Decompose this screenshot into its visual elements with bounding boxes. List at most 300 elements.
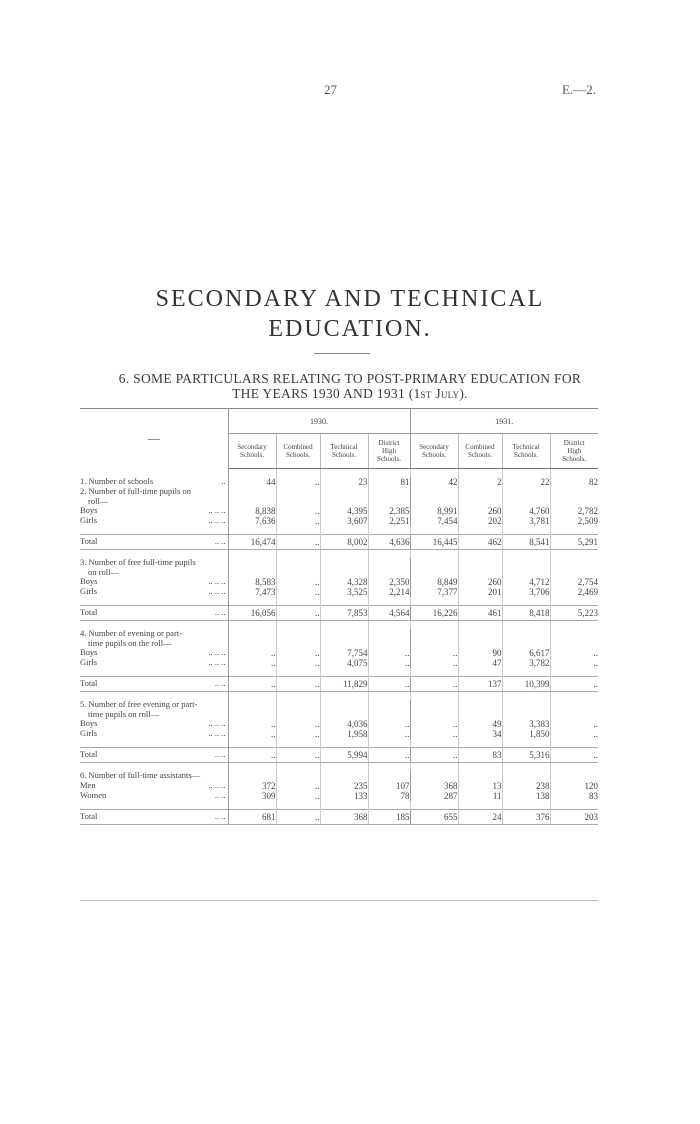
empty-cell: [368, 700, 410, 719]
row-s2-second: [80, 516, 598, 526]
spacer-cell: [410, 801, 458, 810]
row-label-dots: .. .. ..: [208, 515, 226, 526]
empty-cell: [410, 487, 458, 506]
empty-cell: [410, 629, 458, 648]
value-cell: ..: [228, 658, 276, 668]
title-line-1: SECONDARY AND TECHNICAL: [155, 286, 545, 312]
spacer-row: [80, 668, 598, 677]
row-label-text: Total: [80, 678, 98, 689]
value-cell: 185: [368, 809, 410, 824]
row-s3-second: [80, 587, 598, 597]
spacer-cell: [550, 763, 598, 772]
spacer-cell: [80, 801, 228, 810]
empty-cell: [550, 771, 598, 781]
value-cell: 8,838: [228, 506, 276, 516]
spacer-cell: [410, 469, 458, 478]
value-cell: 260: [458, 506, 502, 516]
row-label: [80, 748, 228, 763]
value-cell: 2,385: [368, 506, 410, 516]
value-cell: ..: [276, 781, 320, 791]
row-label-dots: .. .. ..: [208, 505, 226, 516]
value-cell: 2,782: [550, 506, 598, 516]
value-cell: 2: [458, 477, 502, 487]
row-label-text: Girls: [80, 728, 97, 739]
value-cell: 7,377: [410, 587, 458, 597]
value-cell: 3,706: [502, 587, 550, 597]
spacer-cell: [410, 526, 458, 535]
row-s2-first: [80, 506, 598, 516]
value-cell: ..: [228, 648, 276, 658]
empty-cell: [550, 700, 598, 719]
spacer-cell: [458, 621, 502, 630]
value-cell: 260: [458, 577, 502, 587]
spacer-cell: [228, 739, 276, 748]
spacer-cell: [80, 597, 228, 606]
value-cell: 16,056: [228, 606, 276, 621]
empty-cell: [276, 771, 320, 781]
spacer-cell: [458, 668, 502, 677]
value-cell: 44: [228, 477, 276, 487]
value-cell: ..: [550, 729, 598, 739]
section-heading-line: time pupils on roll—: [88, 708, 160, 719]
value-cell: 47: [458, 658, 502, 668]
value-cell: 3,525: [320, 587, 368, 597]
section-heading-line: 3. Number of free full-time pupils: [80, 557, 196, 567]
spacer-cell: [228, 621, 276, 630]
spacer-cell: [320, 763, 368, 772]
empty-cell: [502, 771, 550, 781]
value-cell: 24: [458, 809, 502, 824]
title-divider: [314, 353, 370, 354]
spacer-cell: [458, 550, 502, 559]
row-label-dots: .. .. ..: [208, 718, 226, 729]
value-cell: 2,350: [368, 577, 410, 587]
caption-text: THE YEARS 1930 AND 1931 (: [232, 386, 414, 401]
spacer-cell: [550, 550, 598, 559]
value-cell: ..: [410, 658, 458, 668]
spacer-cell: [368, 668, 410, 677]
value-cell: 2,214: [368, 587, 410, 597]
value-cell: 16,474: [228, 535, 276, 550]
section-heading-line: 6. Number of full-time assistants—: [80, 770, 201, 780]
value-cell: ..: [276, 477, 320, 487]
value-cell: 5,223: [550, 606, 598, 621]
empty-cell: [550, 558, 598, 577]
section-heading: [80, 558, 228, 577]
column-header: [320, 434, 368, 469]
section-heading-row: [80, 558, 598, 577]
spacer-cell: [458, 692, 502, 701]
spacer-cell: [458, 739, 502, 748]
section-heading: [80, 629, 228, 648]
year-header-1931: 1931.: [410, 409, 598, 434]
row-s5-first: [80, 719, 598, 729]
spacer-cell: [320, 668, 368, 677]
value-cell: ..: [276, 809, 320, 824]
row-label-text: Total: [80, 607, 98, 618]
value-cell: 7,754: [320, 648, 368, 658]
spacer-cell: [502, 621, 550, 630]
column-header-line: Secondary: [419, 443, 449, 451]
value-cell: ..: [228, 677, 276, 692]
row-label-dots: .. .. ..: [208, 576, 226, 587]
row-label-text: Girls: [80, 657, 97, 668]
column-header: [368, 434, 410, 469]
spacer-cell: [320, 621, 368, 630]
value-cell: 376: [502, 809, 550, 824]
value-cell: 107: [368, 781, 410, 791]
column-header-line: Schools.: [562, 455, 587, 463]
value-cell: ..: [550, 677, 598, 692]
value-cell: ..: [368, 729, 410, 739]
value-cell: ..: [276, 648, 320, 658]
value-cell: ..: [410, 729, 458, 739]
value-cell: 4,564: [368, 606, 410, 621]
value-cell: 5,316: [502, 748, 550, 763]
value-cell: 8,991: [410, 506, 458, 516]
value-cell: 372: [228, 781, 276, 791]
column-header-line: Schools.: [377, 455, 401, 463]
table-caption-line-1: 6. SOME PARTICULARS RELATING TO POST-PRIMARY EDUCATION FOR: [118, 371, 582, 386]
row-label: [80, 658, 228, 668]
value-cell: 7,636: [228, 516, 276, 526]
value-cell: ..: [228, 729, 276, 739]
value-cell: 8,849: [410, 577, 458, 587]
row-label-dots: .. .. ..: [208, 647, 226, 658]
row-label: [80, 506, 228, 516]
value-cell: 16,445: [410, 535, 458, 550]
value-cell: ..: [276, 658, 320, 668]
spacer-cell: [320, 739, 368, 748]
value-cell: 4,395: [320, 506, 368, 516]
value-cell: 681: [228, 809, 276, 824]
section-heading-line: 4. Number of evening or part-: [80, 628, 182, 638]
spacer-cell: [458, 526, 502, 535]
table-end-rule: [80, 900, 598, 901]
row-label-text: Men: [80, 779, 96, 790]
empty-cell: [550, 629, 598, 648]
column-header-line: High: [567, 447, 582, 455]
value-cell: ..: [368, 719, 410, 729]
spacer-cell: [80, 526, 228, 535]
spacer-cell: [550, 739, 598, 748]
row-s6-total: [80, 809, 598, 824]
caption-close: ).: [459, 386, 468, 401]
row-s4-first: [80, 648, 598, 658]
spacer-cell: [502, 550, 550, 559]
empty-cell: [228, 700, 276, 719]
value-cell: ..: [228, 748, 276, 763]
row-s6-second: [80, 791, 598, 801]
row-label: [80, 535, 228, 550]
value-cell: 133: [320, 791, 368, 801]
value-cell: 23: [320, 477, 368, 487]
spacer-cell: [320, 801, 368, 810]
spacer-cell: [228, 763, 276, 772]
column-header: [276, 434, 320, 469]
value-cell: 34: [458, 729, 502, 739]
row-label-dots: .. .. ..: [208, 779, 226, 790]
value-cell: 8,583: [228, 577, 276, 587]
empty-cell: [502, 629, 550, 648]
spacer-cell: [320, 469, 368, 478]
spacer-cell: [410, 739, 458, 748]
spacer-cell: [276, 668, 320, 677]
row-label-dots: .. ..: [214, 607, 226, 618]
row-label: [80, 719, 228, 729]
row-label: [80, 729, 228, 739]
spacer-cell: [80, 668, 228, 677]
row-s6-first: [80, 781, 598, 791]
spacer-cell: [276, 763, 320, 772]
row-label-text: Boys: [80, 718, 98, 729]
value-cell: 83: [458, 748, 502, 763]
row-label-text: Girls: [80, 586, 97, 597]
empty-cell: [410, 558, 458, 577]
row-label: [80, 516, 228, 526]
row-label-dots: .. .. ..: [208, 586, 226, 597]
spacer-cell: [320, 597, 368, 606]
row-label: [80, 577, 228, 587]
value-cell: ..: [410, 719, 458, 729]
value-cell: 287: [410, 791, 458, 801]
value-cell: 4,036: [320, 719, 368, 729]
value-cell: 3,607: [320, 516, 368, 526]
spacer-cell: [368, 692, 410, 701]
value-cell: 137: [458, 677, 502, 692]
empty-cell: [276, 629, 320, 648]
column-header-line: Combined: [465, 443, 495, 451]
spacer-cell: [550, 597, 598, 606]
value-cell: 2,754: [550, 577, 598, 587]
column-header-line: Schools.: [332, 451, 356, 459]
spacer-cell: [458, 801, 502, 810]
value-cell: 7,853: [320, 606, 368, 621]
value-cell: ..: [550, 719, 598, 729]
spacer-cell: [228, 597, 276, 606]
row-label: [80, 809, 228, 824]
value-cell: 6,617: [502, 648, 550, 658]
row-label-dots: .. ..: [214, 678, 226, 689]
spacer-cell: [368, 739, 410, 748]
value-cell: ..: [276, 516, 320, 526]
stub-header: —: [80, 409, 228, 469]
row-s4-total: [80, 677, 598, 692]
row-label-text: Total: [80, 536, 98, 547]
column-header-line: Schools.: [286, 451, 310, 459]
empty-cell: [410, 771, 458, 781]
row-label-text: Girls: [80, 515, 97, 526]
column-header-line: Secondary: [237, 443, 267, 451]
value-cell: ..: [368, 658, 410, 668]
section-heading-row: [80, 487, 598, 506]
empty-cell: [410, 700, 458, 719]
section-heading-row: [80, 700, 598, 719]
row-label-dots: .. .. ..: [208, 657, 226, 668]
spacer-cell: [502, 597, 550, 606]
value-cell: ..: [276, 719, 320, 729]
page-number: 27: [324, 82, 337, 97]
empty-cell: [458, 700, 502, 719]
empty-cell: [458, 487, 502, 506]
row-s5-second: [80, 729, 598, 739]
spacer-cell: [276, 621, 320, 630]
spacer-cell: [80, 739, 228, 748]
value-cell: 235: [320, 781, 368, 791]
spacer-cell: [276, 526, 320, 535]
row-label: [80, 791, 228, 801]
row-label: [80, 648, 228, 658]
value-cell: ..: [276, 729, 320, 739]
value-cell: 82: [550, 477, 598, 487]
empty-cell: [368, 558, 410, 577]
row-label-text: Total: [80, 810, 98, 821]
row-s2-total: [80, 535, 598, 550]
section-heading-line: 5. Number of free evening or part-: [80, 699, 198, 709]
spacer-cell: [410, 668, 458, 677]
row-label-text: Boys: [80, 647, 98, 658]
section-heading-line: on roll—: [88, 566, 119, 577]
empty-cell: [458, 771, 502, 781]
spacer-cell: [228, 469, 276, 478]
column-header-line: Schools.: [514, 451, 538, 459]
spacer-cell: [368, 801, 410, 810]
value-cell: 120: [550, 781, 598, 791]
spacer-cell: [276, 597, 320, 606]
row-s3-first: [80, 577, 598, 587]
spacer-cell: [228, 692, 276, 701]
spacer-cell: [320, 550, 368, 559]
value-cell: 4,760: [502, 506, 550, 516]
value-cell: ..: [550, 658, 598, 668]
value-cell: 309: [228, 791, 276, 801]
value-cell: 4,075: [320, 658, 368, 668]
spacer-cell: [502, 668, 550, 677]
value-cell: 1,850: [502, 729, 550, 739]
year-header-1930: 1930.: [228, 409, 410, 434]
column-header-line: Technical: [330, 443, 358, 451]
statistics-table: [80, 408, 598, 825]
spacer-cell: [458, 469, 502, 478]
empty-cell: [320, 700, 368, 719]
value-cell: 368: [320, 809, 368, 824]
spacer-cell: [276, 692, 320, 701]
spacer-row: [80, 526, 598, 535]
row-s4-second: [80, 658, 598, 668]
empty-cell: [368, 771, 410, 781]
column-header-line: Schools.: [422, 451, 446, 459]
value-cell: 8,418: [502, 606, 550, 621]
value-cell: ..: [368, 677, 410, 692]
empty-cell: [228, 629, 276, 648]
column-header-line: District: [378, 439, 400, 447]
document-reference: E.—2.: [562, 82, 596, 97]
empty-cell: [502, 700, 550, 719]
row-label-dots: .. ..: [214, 789, 226, 800]
spacer-cell: [368, 621, 410, 630]
value-cell: 11: [458, 791, 502, 801]
row-label-text: Boys: [80, 576, 98, 587]
row-label: [80, 677, 228, 692]
spacer-cell: [550, 801, 598, 810]
table-caption-line-2: [40, 386, 660, 401]
empty-cell: [320, 771, 368, 781]
value-cell: ..: [550, 648, 598, 658]
value-cell: ..: [276, 506, 320, 516]
spacer-cell: [550, 526, 598, 535]
column-header-line: High: [382, 447, 396, 455]
column-header-line: Combined: [283, 443, 313, 451]
value-cell: 13: [458, 781, 502, 791]
empty-cell: [228, 558, 276, 577]
empty-cell: [368, 629, 410, 648]
value-cell: 8,002: [320, 535, 368, 550]
spacer-row: [80, 801, 598, 810]
row-label-text: Total: [80, 749, 98, 760]
title-line-2: EDUCATION.: [268, 316, 432, 342]
empty-cell: [458, 558, 502, 577]
spacer-cell: [502, 801, 550, 810]
value-cell: ..: [368, 748, 410, 763]
value-cell: ..: [276, 677, 320, 692]
value-cell: 81: [368, 477, 410, 487]
spacer-cell: [368, 763, 410, 772]
section-heading-line: time pupils on the roll—: [88, 637, 172, 648]
spacer-cell: [276, 550, 320, 559]
value-cell: 368: [410, 781, 458, 791]
value-cell: ..: [276, 748, 320, 763]
spacer-cell: [410, 692, 458, 701]
spacer-cell: [550, 692, 598, 701]
spacer-cell: [502, 692, 550, 701]
row-s3-total: [80, 606, 598, 621]
value-cell: 462: [458, 535, 502, 550]
value-cell: 655: [410, 809, 458, 824]
column-header: [502, 434, 550, 469]
empty-cell: [276, 487, 320, 506]
section-heading: [80, 771, 228, 781]
empty-cell: [550, 487, 598, 506]
row-label-dots: .. ..: [214, 810, 226, 821]
value-cell: 83: [550, 791, 598, 801]
value-cell: 2,469: [550, 587, 598, 597]
value-cell: ..: [276, 791, 320, 801]
value-cell: 16,226: [410, 606, 458, 621]
value-cell: 5,994: [320, 748, 368, 763]
section-heading-line: 2. Number of full-time pupils on: [80, 486, 191, 496]
spacer-row: [80, 739, 598, 748]
value-cell: 10,399: [502, 677, 550, 692]
value-cell: 2,251: [368, 516, 410, 526]
column-header: [228, 434, 276, 469]
section-heading: [80, 487, 228, 506]
section-heading: [80, 700, 228, 719]
value-cell: 461: [458, 606, 502, 621]
value-cell: 4,328: [320, 577, 368, 587]
value-cell: ..: [368, 648, 410, 658]
spacer-cell: [228, 550, 276, 559]
value-cell: 138: [502, 791, 550, 801]
spacer-cell: [228, 801, 276, 810]
spacer-cell: [502, 763, 550, 772]
spacer-cell: [410, 550, 458, 559]
column-header: [458, 434, 502, 469]
spacer-cell: [550, 469, 598, 478]
value-cell: 78: [368, 791, 410, 801]
value-cell: 4,636: [368, 535, 410, 550]
value-cell: 203: [550, 809, 598, 824]
empty-cell: [228, 771, 276, 781]
